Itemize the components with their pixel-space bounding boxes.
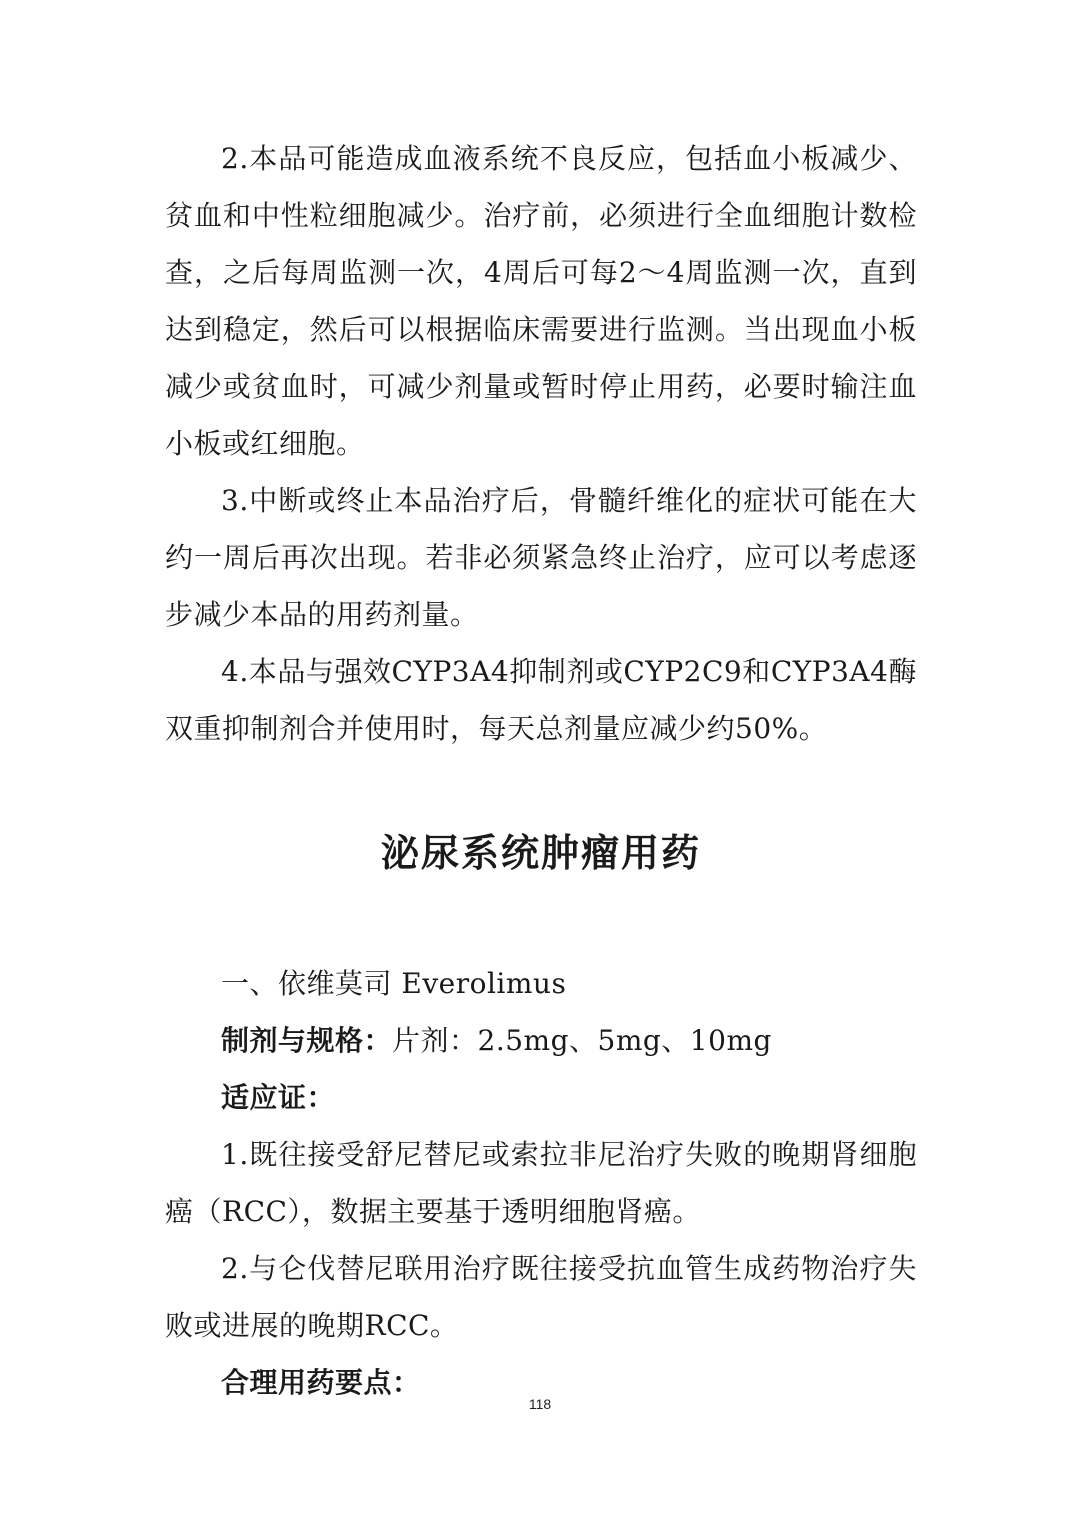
document-page [165, 130, 917, 1411]
paragraph-blood-toxicity: 2.本品可能造成血液系统不良反应，包括血小板减少、贫血和中性粒细胞减少。治疗前，必须进行全血细胞计数检查，之后每周监测一次，4周后可每2～4周监测一次，直到达到稳定，然后可以根据临床需要进行监测。当出现血小板减少或贫血时，可减少剂量或暂时停止用药，必要时输注血小板或红细胞。 [165, 142, 917, 460]
indications-label: 适应证： [221, 1081, 336, 1114]
indication-item-1: 1.既往接受舒尼替尼或索拉非尼治疗失败的晚期肾细胞癌（RCC），数据主要基于透明细胞肾癌。 [165, 1138, 917, 1228]
page-number: 118 [528, 1396, 552, 1412]
indication-item-2: 2.与仑伐替尼联用治疗既往接受抗血管生成药物治疗失败或进展的晚期RCC。 [165, 1252, 917, 1342]
key-points-label: 合理用药要点： [221, 1366, 421, 1399]
section-title: 泌尿系统肿瘤用药 [380, 831, 701, 875]
formulation-line [165, 1012, 917, 1069]
paragraph-discontinuation: 3.中断或终止本品治疗后，骨髓纤维化的症状可能在大约一周后再次出现。若非必须紧急终止治疗，应可以考虑逐步减少本品的用药剂量。 [165, 484, 917, 631]
spacer [165, 925, 917, 955]
formulation-label: 制剂与规格： [221, 1024, 393, 1057]
indications-line [165, 1069, 917, 1126]
formulation-value: 片剂：2.5mg、5mg、10mg [392, 1024, 772, 1057]
drug-heading: 一、依维莫司 Everolimus [221, 967, 567, 1000]
paragraph-cyp-interaction: 4.本品与强效CYP3A4抑制剂或CYP2C9和CYP3A4酶双重抑制剂合并使用时，每天总剂量应减少约50%。 [165, 655, 917, 745]
